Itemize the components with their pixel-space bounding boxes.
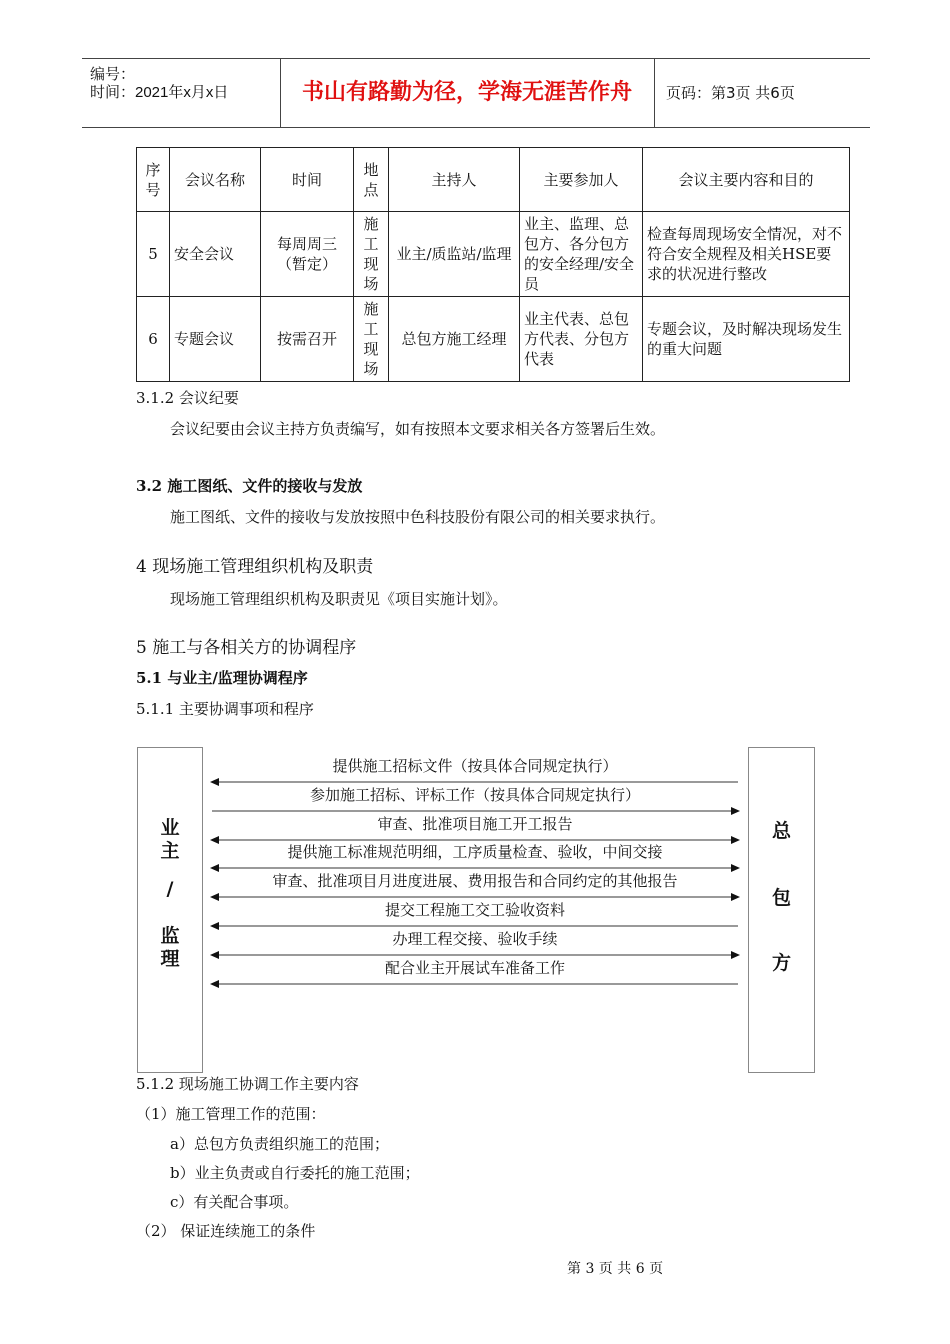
flow-row	[210, 957, 740, 985]
meetings-table	[136, 147, 850, 382]
table-cell: 每周周三（暂定）	[261, 212, 354, 297]
col-header: 主要参加人	[520, 148, 643, 212]
table-cell: 检查每周现场安全情况，对不符合安全规程及相关HSE要求的状况进行整改	[643, 212, 850, 297]
right-party-char: 方	[771, 952, 791, 974]
document-number: 编号：	[90, 66, 136, 83]
owner-supervisor-box	[137, 747, 203, 1073]
col-header: 主持人	[389, 148, 520, 212]
table-cell: 总包方施工经理	[389, 297, 520, 382]
list-item: （1）施工管理工作的范围：	[136, 1105, 326, 1123]
document-time: 时间：2021年x月x日	[90, 84, 229, 101]
section-5-1-title: 5.1 与业主/监理协调程序	[136, 669, 308, 687]
flow-row	[210, 784, 740, 812]
list-item: a）总包方负责组织施工的范围；	[170, 1135, 389, 1153]
table-cell: 专题会议，及时解决现场发生的重大问题	[643, 297, 850, 382]
left-party-char: 监	[160, 925, 180, 947]
table-cell: 按需召开	[261, 297, 354, 382]
table-cell: 专题会议	[170, 297, 261, 382]
col-header: 会议名称	[170, 148, 261, 212]
list-item: c）有关配合事项。	[170, 1193, 299, 1211]
flow-label: 配合业主开展试车准备工作	[384, 958, 565, 977]
table-row	[137, 212, 850, 297]
section-5-1-1-title: 5.1.1 主要协调事项和程序	[136, 700, 314, 718]
header-page-number: 页码：第3页 共6页	[666, 84, 795, 102]
flow-label: 办理工程交接、验收手续	[392, 929, 558, 948]
right-party-char: 总	[771, 820, 791, 842]
section-5-title: 5 施工与各相关方的协调程序	[136, 638, 357, 658]
col-header: 序号	[137, 148, 170, 212]
table-cell: 业主代表、总包方代表、分包方代表	[520, 297, 643, 382]
flow-row	[210, 813, 740, 841]
table-cell: 6	[137, 297, 170, 382]
col-header: 会议主要内容和目的	[643, 148, 850, 212]
section-3-2-title: 3.2 施工图纸、文件的接收与发放	[136, 477, 363, 495]
table-row	[137, 297, 850, 382]
section-5-1-2-title: 5.1.2 现场施工协调工作主要内容	[136, 1075, 359, 1093]
section-4-text: 现场施工管理组织机构及职责见《项目实施计划》。	[170, 590, 508, 608]
list-item: （2） 保证连续施工的条件	[136, 1222, 316, 1240]
flow-label: 审查、批准项目施工开工报告	[377, 814, 573, 833]
flow-label: 提交工程施工交工验收资料	[384, 901, 565, 919]
section-3-1-2-title: 3.1.2 会议纪要	[136, 389, 239, 407]
left-party-char: /	[166, 878, 174, 900]
flow-row	[210, 870, 740, 898]
section-3-2-text: 施工图纸、文件的接收与发放按照中色科技股份有限公司的相关要求执行。	[170, 508, 666, 526]
section-4-title: 4 现场施工管理组织机构及职责	[136, 557, 374, 577]
flow-row	[210, 755, 740, 783]
flow-label: 参加施工招标、评标工作（按具体合同规定执行）	[309, 785, 640, 804]
table-header-row	[137, 148, 850, 212]
left-party-char: 理	[160, 948, 180, 970]
page-header	[82, 58, 870, 128]
table-cell: 业主、监理、总包方、各分包方的安全经理/安全员	[520, 212, 643, 297]
header-meta	[82, 59, 281, 127]
col-header: 时间	[261, 148, 354, 212]
left-party-char: 主	[160, 840, 180, 862]
section-3-1-2-text: 会议纪要由会议主持方负责编写，如有按照本文要求相关各方签署后生效。	[170, 420, 666, 438]
right-party-char: 包	[771, 887, 791, 909]
page-footer: 第 3 页 共 6 页	[567, 1261, 664, 1277]
table-cell: 5	[137, 212, 170, 297]
flow-row	[210, 841, 740, 869]
flow-label: 审查、批准项目月进度进展、费用报告和合同约定的其他报告	[272, 872, 678, 891]
table-cell: 安全会议	[170, 212, 261, 297]
table-cell: 施工现场	[354, 297, 389, 382]
list-item: b）业主负责或自行委托的施工范围；	[170, 1164, 420, 1182]
flow-row	[210, 899, 740, 927]
flow-row	[210, 928, 740, 956]
left-party-char: 业	[160, 817, 180, 839]
flow-label: 提供施工招标文件（按具体合同规定执行）	[332, 757, 618, 775]
table-cell: 业主/质监站/监理	[389, 212, 520, 297]
flow-label: 提供施工标准规范明细，工序质量检查、验收，中间交接	[287, 843, 663, 862]
table-cell: 施工现场	[354, 212, 389, 297]
flow-arrow	[210, 979, 740, 989]
header-motto: 书山有路勤为径，学海无涯苦作舟	[280, 59, 655, 127]
col-header: 地点	[354, 148, 389, 212]
arrowhead-left	[210, 980, 219, 988]
general-contractor-box	[748, 747, 815, 1073]
